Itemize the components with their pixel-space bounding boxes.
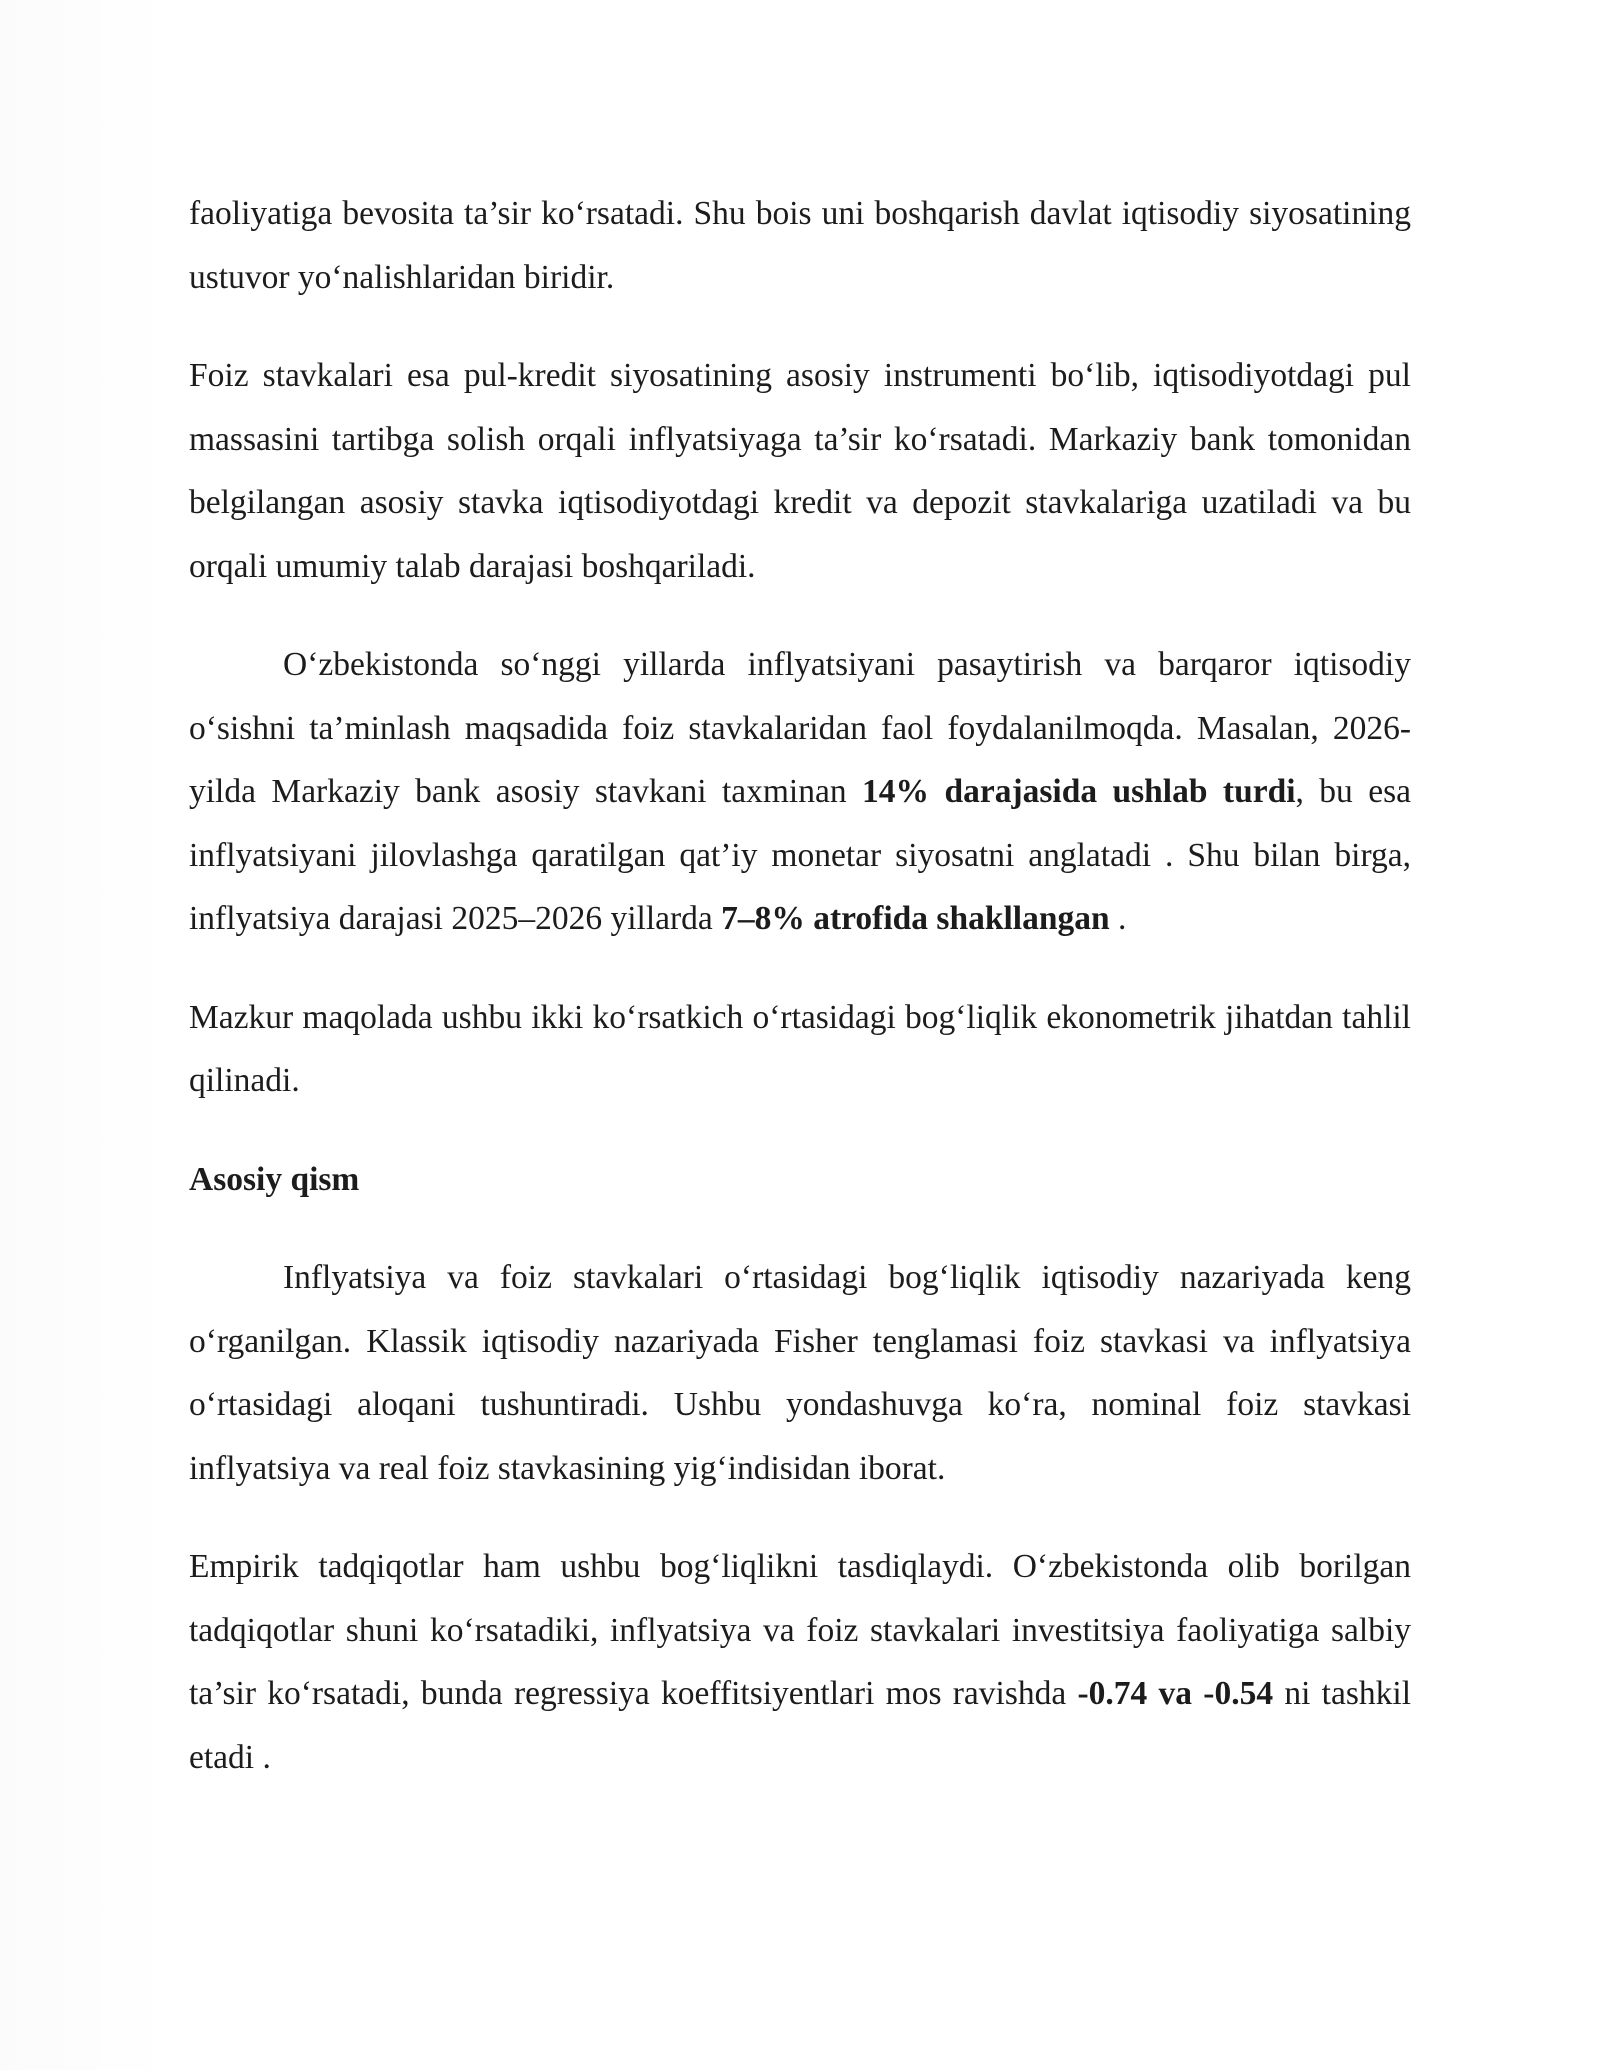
paragraph-empirical-studies [189, 1535, 1411, 1789]
document-body [189, 182, 1411, 1824]
paragraph-intro-continuation [189, 182, 1411, 309]
paragraph-text: , bu esa inflyatsiyani jilovlashga qaratilgan qat’iy monetar siyosatni anglatadi . Shu bilan birga, inflyatsiya darajasi 2025–2026 yillarda [189, 773, 1412, 937]
paragraph-text: ni tashkil etadi . [189, 1675, 1412, 1776]
paragraph-text: Mazkur maqolada ushbu ikki ko‘rsatkich o‘rtasidagi bog‘liqlik ekonometrik jihatdan tahlil qilinadi. [189, 998, 1411, 1099]
section-heading: Asosiy qism [189, 1160, 360, 1198]
paragraph-text: Empirik tadqiqotlar ham ushbu bog‘liqlikni tasdiqlaydi. O‘zbekistonda olib borilgan tadqiqotlar shuni ko‘rsatadiki, inflyatsiya va foiz stavkalari investitsiya faoliyatiga salbiy ta’sir ko‘rsatadi, bunda regressiya koeffitsiyentlari mos ravishda [189, 1548, 1411, 1712]
paragraph-text: Inflyatsiya va foiz stavkalari o‘rtasidagi bog‘liqlik iqtisodiy nazariyada keng o‘rganilgan. Klassik iqtisodiy nazariyada Fisher tenglamasi foiz stavkasi va inflyatsiya o‘rtasidagi aloqani tushuntiradi. Ushbu yondashuvga ko‘ra, nominal foiz stavkasi inflyatsiya va real foiz stavkasining yig‘indisidan iborat. [189, 1259, 1411, 1487]
bold-inflation-range: 7–8% atrofida shakllangan [721, 900, 1110, 937]
bold-key-rate: 14% darajasida ushlab turdi [862, 773, 1296, 810]
paragraph-article-aim [189, 986, 1411, 1113]
paragraph-uzbekistan-policy [189, 633, 1411, 951]
paragraph-text: . [1109, 900, 1127, 937]
bold-regression-coefficients: -0.74 va -0.54 [1077, 1675, 1274, 1712]
page-edge-shade [0, 0, 170, 2070]
paragraph-text: O‘zbekistonda so‘nggi yillarda inflyatsiyani pasaytirish va barqaror iqtisodiy o‘sishni ta’minlash maqsadida foiz stavkalaridan faol foydalanilmoqda. Masalan, 2026-yilda Markaziy bank asosiy stavkani taxminan [189, 646, 1411, 810]
paragraph-text: Foiz stavkalari esa pul-kredit siyosatining asosiy instrumenti bo‘lib, iqtisodiyotdagi pul massasini tartibga solish orqali inflyatsiyaga ta’sir ko‘rsatadi. Markaziy bank tomonidan belgilangan asosiy stavka iqtisodiyotdagi kredit va depozit stavkalariga uzatiladi va bu orqali umumiy talab darajasi boshqariladi. [189, 357, 1411, 585]
paragraph-fisher-theory [189, 1246, 1411, 1500]
paragraph-interest-rates [189, 344, 1411, 598]
paragraph-text: faoliyatiga bevosita ta’sir ko‘rsatadi. Shu bois uni boshqarish davlat iqtisodiy siyosatining ustuvor yo‘nalishlaridan biridir. [189, 195, 1411, 296]
